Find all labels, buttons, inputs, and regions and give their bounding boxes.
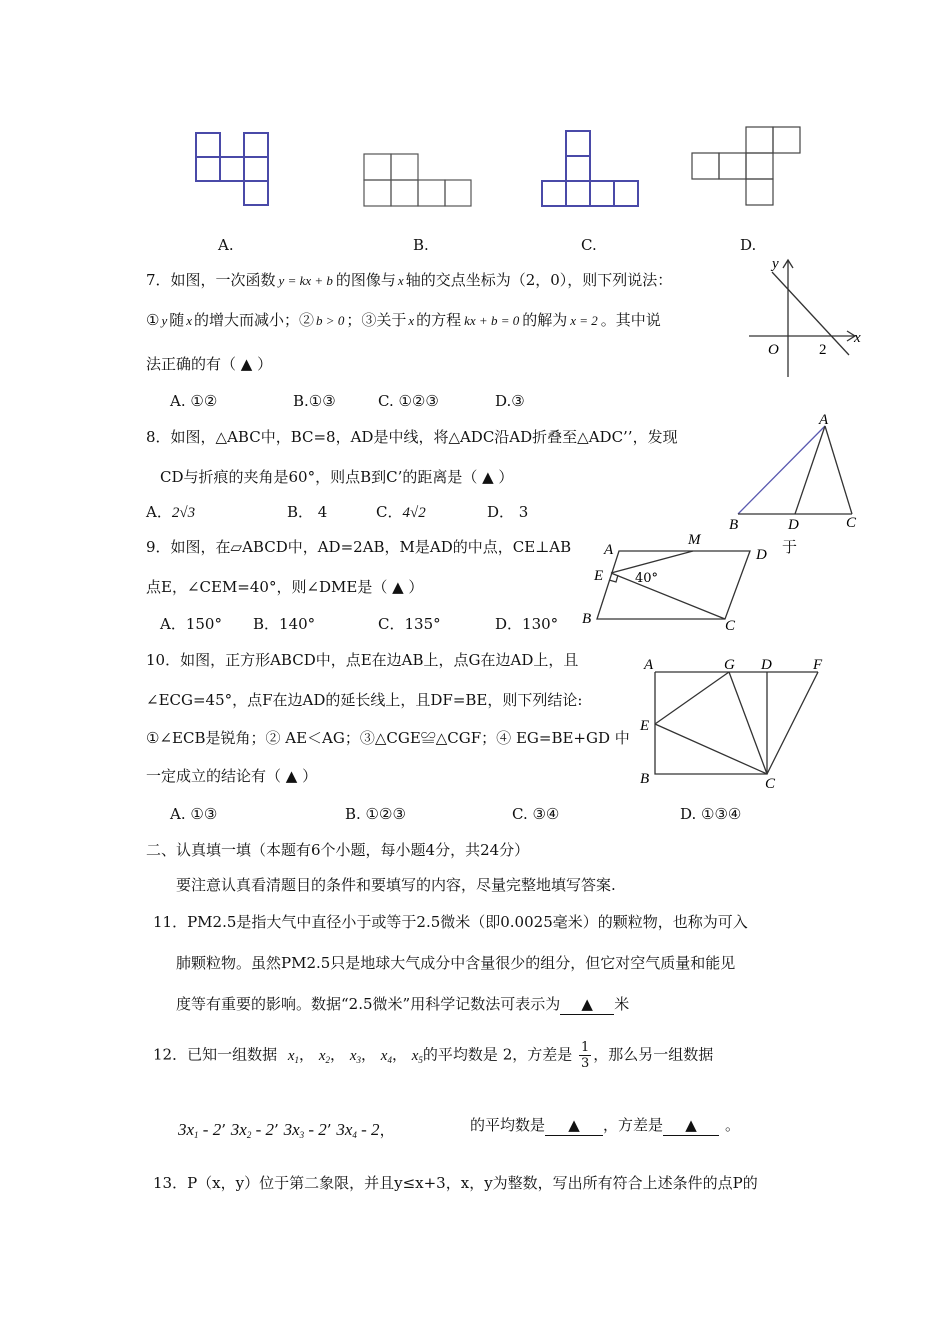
q12-x4: $x_4$ xyxy=(380,1047,392,1065)
q10-fig-f: F xyxy=(813,657,823,673)
q10-fig-a: A xyxy=(644,657,654,673)
q12-line1: 12．已知一组数据 $x_1$， $x_2$， $x_3$， $x_4$， $x_5$的平均数是 2，方差是 $\frac{1}{3}$ ，那么另一组数据 xyxy=(153,1040,714,1071)
q11-line2: 肺颗粒物。虽然PM2.5只是地球大气成分中含量很少的组分，但它对空气质量和能见 xyxy=(176,954,736,972)
q8-option-a-label: A． xyxy=(146,503,172,521)
figure-q6-c xyxy=(541,130,641,208)
q8-option-c-label: C． xyxy=(376,503,403,521)
q6-label-c: C. xyxy=(581,236,597,254)
q10-line2: ∠ECG=45°，点F在边AD的延长线上，且DF=BE，则下列结论: xyxy=(146,691,583,709)
q8-fig-a: A xyxy=(819,412,829,428)
q8-fig-b: B xyxy=(729,517,739,533)
q9-fig-d: D xyxy=(756,547,767,563)
q9-option-b: B．140° xyxy=(253,615,316,633)
q10-line4: 一定成立的结论有（ ▲ ） xyxy=(146,767,318,785)
q12-mean-blank[interactable]: ▲ xyxy=(545,1115,603,1136)
q10-option-a: A. ①③ xyxy=(170,805,218,823)
q7-option-a: A. ①② xyxy=(170,392,218,410)
q9-line1-tail: 于 xyxy=(782,538,798,556)
q7-line2: ① y 随 x 的增大而减小；② b > 0 ；③关于 x 的方程 kx + b = 0 的解为 x = 2 。其中说 xyxy=(146,311,661,329)
q8-line1: 8．如图，△ABC中，BC=8，AD是中线，将△ADC沿AD折叠至△ADC’’，发现 xyxy=(146,428,678,446)
q11-answer-blank[interactable]: ▲ xyxy=(560,994,614,1015)
q9-option-a: A．150° xyxy=(160,615,222,633)
q6-label-b: B. xyxy=(413,236,429,254)
figure-q8-triangle xyxy=(728,410,868,535)
q8-option-a-value: 2√3 xyxy=(171,505,196,521)
q8-fig-d: D xyxy=(788,517,799,533)
q12-x5: $x_5$ xyxy=(411,1047,423,1065)
q6-label-d: D. xyxy=(740,236,757,254)
q8-fig-c: C xyxy=(846,515,857,531)
q7-fig-origin: O xyxy=(768,342,779,358)
q7-line3: 法正确的有（ ▲ ） xyxy=(146,355,273,373)
figure-q9-parallelogram xyxy=(578,528,778,633)
q7-fig-x-label: x xyxy=(854,330,861,346)
q12-fraction: $\frac{1}{3}$ xyxy=(581,1040,590,1071)
q12-expr-1: $3x_1 - 2$ xyxy=(178,1120,222,1140)
q10-fig-c: C xyxy=(765,776,776,792)
q7-option-c: C. ①②③ xyxy=(378,392,439,410)
q10-line3: ①∠ECB是锐角；② AE＜AG；③△CGE≌△CGF；④ EG=BE+GD 中 xyxy=(146,729,630,747)
q10-fig-b: B xyxy=(640,771,650,787)
q8-option-b: B． 4 xyxy=(287,503,328,521)
q12-expr-3: $3x_3 - 2$ xyxy=(283,1120,327,1140)
q12-x3: $x_3$ xyxy=(349,1047,361,1065)
q9-fig-e: E xyxy=(594,568,604,584)
q7-fig-y-label: y xyxy=(772,256,779,272)
q12-x1: $x_1$ xyxy=(287,1047,300,1065)
q8-options xyxy=(146,502,195,523)
q9-fig-b: B xyxy=(582,611,592,627)
figure-q7-graph xyxy=(745,252,865,382)
q12-line2: $3x_1 - 2$’ $3x_2 - 2$’ $3x_3 - 2$’ $3x_4 - 2$， xyxy=(178,1120,395,1140)
figure-q6-d xyxy=(691,126,801,206)
q7-fig-two: 2 xyxy=(819,342,827,358)
q9-option-d: D．130° xyxy=(495,615,559,633)
section2-title: 二、认真填一填（本题有6个小题，每小题4分，共24分） xyxy=(146,841,530,859)
q10-fig-e: E xyxy=(640,718,650,734)
q9-option-c: C．135° xyxy=(378,615,441,633)
q12-line2-tail: 的平均数是 ▲ ，方差是 ▲ 。 xyxy=(470,1116,741,1134)
q8-option-d: D． 3 xyxy=(487,503,529,521)
q10-option-b: B. ①②③ xyxy=(345,805,406,823)
q9-fig-angle: 40° xyxy=(635,571,659,586)
q10-line1: 10．如图，正方形ABCD中，点E在边AB上，点G在边AD上，且 xyxy=(146,651,579,669)
q8-line2: CD与折痕的夹角是60°，则点B到C’的距离是（ ▲ ） xyxy=(160,468,514,486)
q10-option-d: D. ①③④ xyxy=(680,805,742,823)
figure-q6-b xyxy=(363,153,473,208)
q7-line1: 7．如图，一次函数 y = kx + b 的图像与 x 轴的交点坐标为（2，0），则下列说法： xyxy=(146,271,673,289)
q8-option-c-value: 4√2 xyxy=(402,505,426,521)
q12-expr-4: $3x_4 - 2$ xyxy=(336,1120,380,1140)
q9-fig-c: C xyxy=(725,618,736,634)
figure-q10-square xyxy=(638,652,838,797)
q10-fig-d: D xyxy=(761,657,772,673)
q8-options-c xyxy=(376,502,426,523)
q13-line1: 13．P（x，y）位于第二象限，并且y≤x+3，x，y为整数，写出所有符合上述条件的点P的 xyxy=(153,1174,758,1192)
q9-fig-m: M xyxy=(688,532,701,548)
q9-line2: 点E，∠CEM=40°，则∠DME是（ ▲ ） xyxy=(146,578,424,596)
q11-line3 xyxy=(176,994,629,1015)
q12-x2: $x_2$ xyxy=(318,1047,331,1065)
q6-label-a: A. xyxy=(218,236,234,254)
q9-fig-a: A xyxy=(604,542,614,558)
q9-line1: 9．如图，在▱ABCD中，AD=2AB，M是AD的中点，CE⊥AB xyxy=(146,538,572,556)
q7-option-d: D.③ xyxy=(495,392,525,410)
q11-line1: 11．PM2.5是指大气中直径小于或等于2.5微米（即0.0025毫米）的颗粒物，也称为可入 xyxy=(153,913,748,931)
figure-q6-a xyxy=(195,132,270,210)
section2-note: 要注意认真看清题目的条件和要填写的内容，尽量完整地填写答案. xyxy=(176,876,616,894)
q11-line3-text: 度等有重要的影响。数据“2.5微米”用科学记数法可表示为 xyxy=(176,995,561,1013)
q12-expr-2: $3x_2 - 2$ xyxy=(230,1120,274,1140)
q10-option-c: C. ③④ xyxy=(512,805,560,823)
q7-option-b: B.①③ xyxy=(293,392,336,410)
q11-unit: 米 xyxy=(614,995,630,1013)
q12-variance-blank[interactable]: ▲ xyxy=(663,1115,719,1136)
q10-fig-g: G xyxy=(724,657,735,673)
